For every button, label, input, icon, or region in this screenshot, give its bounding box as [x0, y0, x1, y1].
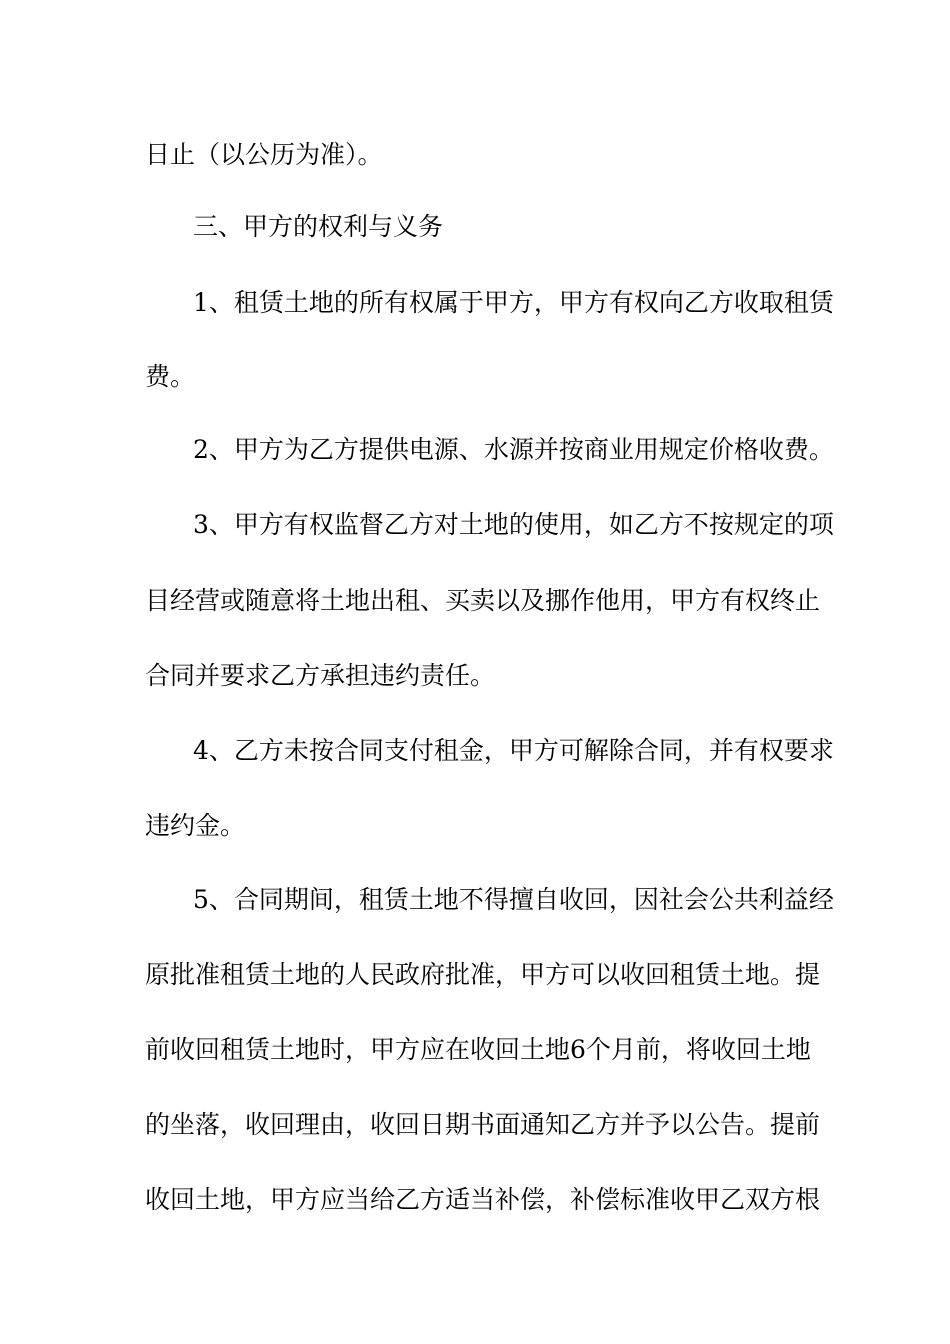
text-line: 合同并要求乙方承担违约责任。	[145, 661, 496, 690]
text-line: 前收回租赁土地时，甲方应在收回土地6个月前，将收回土地	[145, 1035, 811, 1064]
text-line: 原批准租赁土地的人民政府批准，甲方可以收回租赁土地。提	[145, 960, 821, 989]
text-line: 2、甲方为乙方提供电源、水源并按商业用规定价格收费。	[193, 435, 834, 464]
text-line: 收回土地，甲方应当给乙方适当补偿，补偿标准收甲乙双方根	[145, 1185, 821, 1214]
text-line: 5、合同期间，租赁土地不得擅自收回，因社会公共利益经	[193, 885, 834, 914]
section-heading: 三、甲方的权利与义务	[193, 212, 444, 241]
text-line: 费。	[145, 362, 196, 391]
text-line: 4、乙方未按合同支付租金，甲方可解除合同，并有权要求	[193, 736, 834, 765]
text-line: 目经营或随意将土地出租、买卖以及挪作他用，甲方有权终止	[145, 586, 821, 615]
text-line: 1、租赁土地的所有权属于甲方，甲方有权向乙方收取租赁	[193, 288, 834, 317]
text-line: 的坐落，收回理由，收回日期书面通知乙方并予以公告。提前	[145, 1110, 821, 1139]
text-line: 3、甲方有权监督乙方对土地的使用，如乙方不按规定的项	[193, 510, 834, 539]
text-line: 日止（以公历为准）。	[145, 140, 383, 169]
text-line: 违约金。	[145, 811, 246, 840]
